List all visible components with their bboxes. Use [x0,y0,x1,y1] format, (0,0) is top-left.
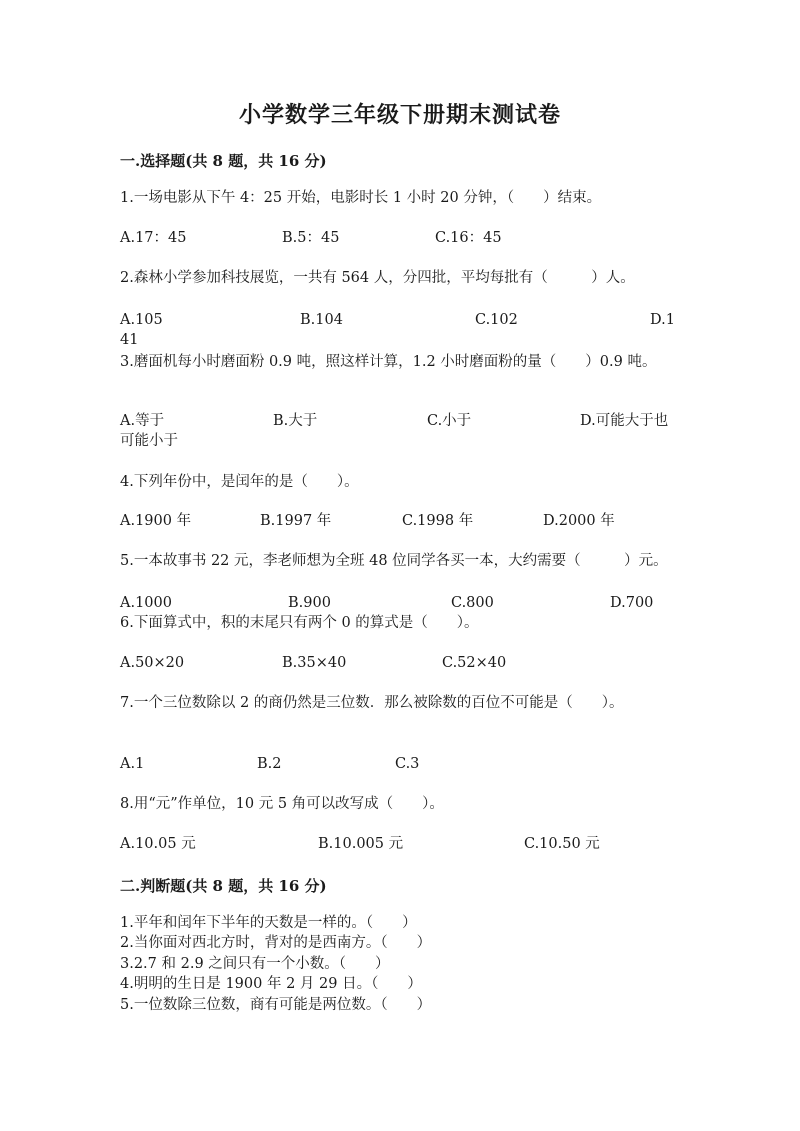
option-b: B.10.005 元 [318,836,404,852]
option-c: C.52×40 [442,655,507,671]
option-b: B.104 [300,312,343,328]
option-a: A.1900 年 [120,513,192,529]
question-3-option-wrap: 可能小于 [120,433,178,449]
option-b: B.5：45 [282,230,340,246]
option-b: B.35×40 [282,655,347,671]
option-a: A.10.05 元 [120,836,196,852]
option-d: D.1 [650,312,675,328]
true-false-item-4: 4.明明的生日是 1900 年 2 月 29 日。（ ） [120,976,422,992]
page-title: 小学数学三年级下册期末测试卷 [238,102,561,128]
option-c: C.16：45 [435,230,502,246]
option-a: A.等于 [120,413,165,429]
true-false-item-2: 2.当你面对西北方时，背对的是西南方。（ ） [120,935,432,951]
question-4-options [120,511,680,531]
option-b: B.2 [257,756,282,772]
question-5-options [120,593,680,613]
option-a: A.50×20 [120,655,185,671]
question-6: 6.下面算式中，积的末尾只有两个 0 的算式是（ ）。 [120,615,479,631]
question-1: 1.一场电影从下午 4：25 开始，电影时长 1 小时 20 分钟，（ ）结束。 [120,190,602,206]
section-heading-multiple-choice: 一.选择题(共 8 题，共 16 分) [120,152,327,170]
option-d: D.可能大于也 [580,413,669,429]
option-c: C.小于 [427,413,472,429]
option-d: D.700 [610,595,654,611]
question-2-options [120,310,680,330]
option-a: A.1 [120,756,145,772]
option-b: B.大于 [273,413,318,429]
question-1-options [120,228,680,248]
option-a: A.1000 [120,595,172,611]
question-3-options [120,411,680,431]
question-8-options [120,834,680,854]
option-a: A.17：45 [120,230,187,246]
option-c: C.800 [451,595,494,611]
true-false-item-1: 1.平年和闰年下半年的天数是一样的。（ ） [120,915,417,931]
question-8: 8.用“元”作单位，10 元 5 角可以改写成（ ）。 [120,796,444,812]
section-heading-true-false: 二.判断题(共 8 题，共 16 分) [120,877,327,895]
question-6-options [120,653,680,673]
question-2: 2.森林小学参加科技展览，一共有 564 人，分四批，平均每批有（ ）人。 [120,270,635,286]
question-4: 4.下列年份中，是闰年的是（ ）。 [120,474,359,490]
option-c: C.1998 年 [402,513,474,529]
question-7: 7.一个三位数除以 2 的商仍然是三位数．那么被除数的百位不可能是（ ）。 [120,695,624,711]
option-d: D.2000 年 [543,513,615,529]
option-a: A.105 [120,312,163,328]
question-5: 5.一本故事书 22 元，李老师想为全班 48 位同学各买一本，大约需要（ ）元。 [120,553,668,569]
question-7-options [120,754,680,774]
option-c: C.10.50 元 [524,836,600,852]
question-3: 3.磨面机每小时磨面粉 0.9 吨，照这样计算，1.2 小时磨面粉的量（ ）0.9 吨。 [120,354,657,370]
question-2-option-wrap: 41 [120,332,139,348]
option-c: C.102 [475,312,518,328]
option-c: C.3 [395,756,420,772]
true-false-item-5: 5.一位数除三位数，商有可能是两位数。（ ） [120,997,432,1013]
option-b: B.1997 年 [260,513,332,529]
true-false-item-3: 3.2.7 和 2.9 之间只有一个小数。（ ） [120,956,390,972]
option-b: B.900 [288,595,331,611]
